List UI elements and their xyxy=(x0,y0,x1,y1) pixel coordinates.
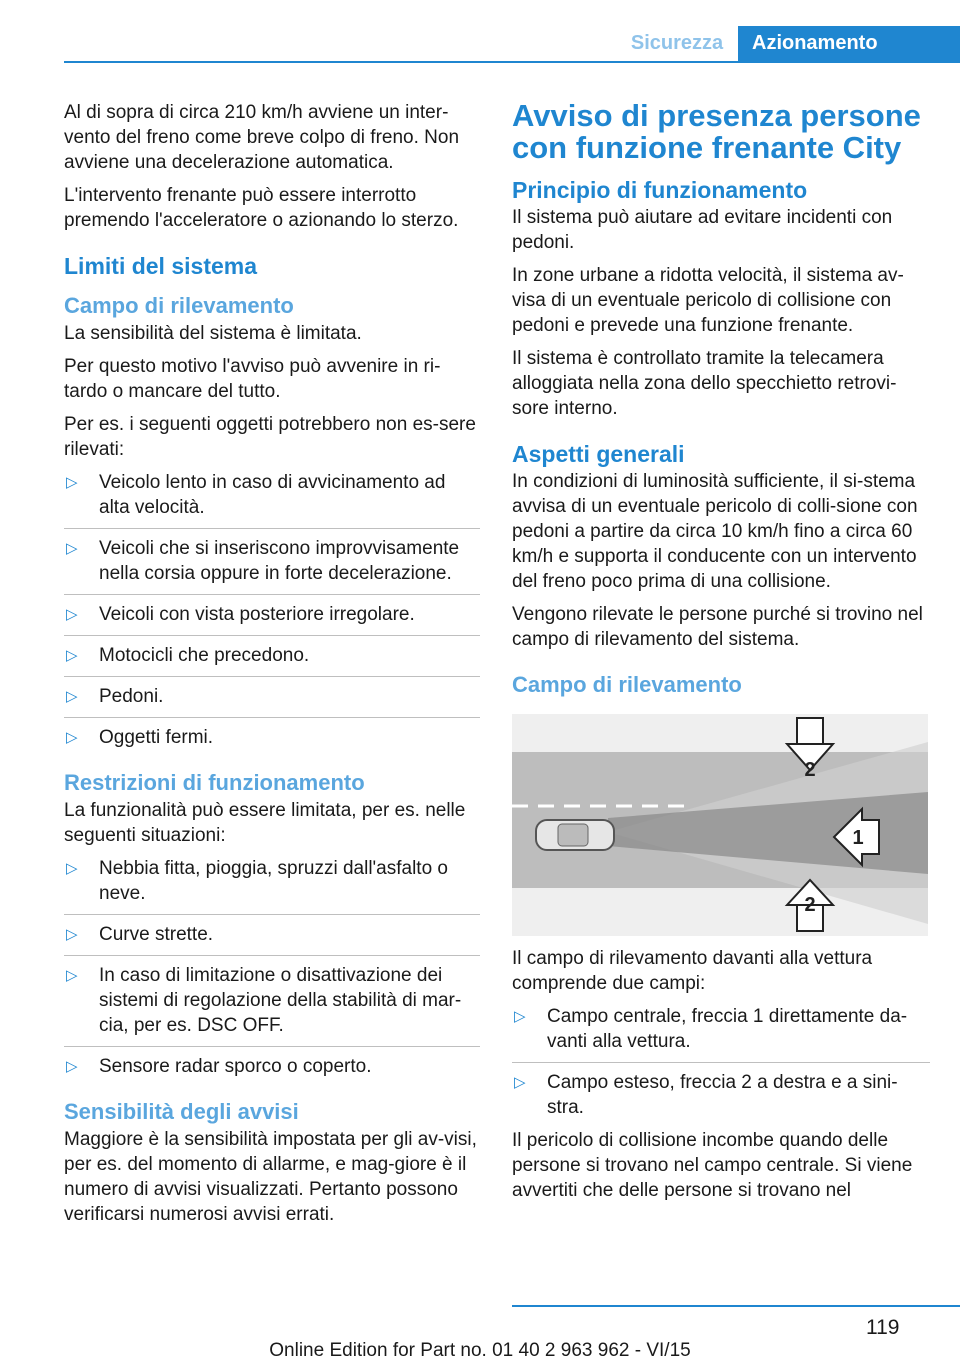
list-item-text: Veicoli con vista posteriore irregolare. xyxy=(99,604,415,625)
section-title: Avviso di presenza persone con funzione frenante City xyxy=(512,98,921,165)
triangle-bullet-icon: ▷ xyxy=(66,729,78,746)
list-item xyxy=(512,1062,930,1120)
car-roof xyxy=(558,824,588,846)
list-item-text: Oggetti fermi. xyxy=(99,727,214,748)
list-item xyxy=(64,528,480,586)
list-item xyxy=(64,635,480,668)
paragraph: Per questo motivo l'avviso può avvenire in ri‐tardo o mancare del tutto. xyxy=(64,356,441,402)
triangle-bullet-icon: ▷ xyxy=(66,474,78,491)
left-column xyxy=(64,100,480,1235)
paragraph: Per es. i seguenti oggetti potrebbero non es‐sere rilevati: xyxy=(64,414,476,460)
heading-aspetti-generali: Aspetti generali xyxy=(512,441,685,467)
paragraph: Vengono rilevate le persone purché si trovino nel campo di rilevamento del sistema. xyxy=(512,604,923,650)
paragraph: In condizioni di luminosità sufficiente, il si‐stema avvisa di un eventuale pericolo di colli‐sione con pedoni a partire da circa 10 km/h fino a circa 60 km/h e supporta il conducente con un intervento del freno poco prima di una collisione. xyxy=(512,471,918,592)
paragraph: Al di sopra di circa 210 km/h avviene un inter‐vento del freno come breve colpo di freno. Non avviene una decelerazione automatica. xyxy=(64,102,460,173)
paragraph: Il campo di rilevamento davanti alla vettura comprende due campi: xyxy=(512,948,873,994)
triangle-bullet-icon: ▷ xyxy=(66,926,78,943)
triangle-bullet-icon: ▷ xyxy=(66,1058,78,1075)
detection-range-illustration xyxy=(512,714,928,936)
heading-campo-di-rilevamento-right: Campo di rilevamento xyxy=(512,672,742,697)
triangle-bullet-icon: ▷ xyxy=(66,606,78,623)
arrow-label-center: 1 xyxy=(852,827,864,849)
arrow-label-bottom: 2 xyxy=(804,894,816,916)
list-item-text: Pedoni. xyxy=(99,686,164,707)
heading-restrizioni-di-funzionamento: Restrizioni di funzionamento xyxy=(64,770,365,795)
paragraph: La funzionalità può essere limitata, per es. nelle seguenti situazioni: xyxy=(64,800,466,846)
list-restrizioni xyxy=(64,856,480,1079)
paragraph: L'intervento frenante può essere interrotto premendo l'acceleratore o azionando lo sterzo. xyxy=(64,185,459,231)
arrow-label-top: 2 xyxy=(804,759,816,781)
list-item xyxy=(64,717,480,750)
heading-campo-di-rilevamento: Campo di rilevamento xyxy=(64,293,294,318)
list-item xyxy=(64,594,480,627)
list-item xyxy=(64,470,480,520)
heading-principio-di-funzionamento: Principio di funzionamento xyxy=(512,177,808,203)
list-item xyxy=(64,914,480,947)
heading-limiti-del-sistema: Limiti del sistema xyxy=(64,253,258,279)
list-item-text: Motocicli che precedono. xyxy=(99,645,310,666)
list-campo-right xyxy=(512,1004,930,1120)
footer-rule xyxy=(512,1305,960,1307)
paragraph: Il sistema è controllato tramite la telecamera alloggiata nella zona dello specchietto retrovi‐sore interno. xyxy=(512,348,897,419)
list-item-text: Veicoli che si inseriscono improvvisamente nella corsia oppure in forte decelerazione. xyxy=(99,538,460,584)
triangle-bullet-icon: ▷ xyxy=(514,1008,526,1025)
triangle-bullet-icon: ▷ xyxy=(514,1074,526,1091)
list-item-text: Curve strette. xyxy=(99,924,214,945)
list-item-text: Sensore radar sporco o coperto. xyxy=(99,1056,372,1077)
triangle-bullet-icon: ▷ xyxy=(66,688,78,705)
list-item xyxy=(64,676,480,709)
heading-sensibilita-degli-avvisi: Sensibilità degli avvisi xyxy=(64,1099,299,1124)
edition-footer: Online Edition for Part no. 01 40 2 963 962 - VI/15 xyxy=(269,1340,691,1361)
triangle-bullet-icon: ▷ xyxy=(66,967,78,984)
list-item-text: Campo esteso, freccia 2 a destra e a sini‐stra. xyxy=(547,1072,898,1118)
list-campo xyxy=(64,470,480,750)
page-number: 119 xyxy=(866,1316,900,1339)
list-item-text: Nebbia fitta, pioggia, spruzzi dall'asfalto o neve. xyxy=(99,858,448,904)
header-tab-azionamento[interactable]: Azionamento xyxy=(738,26,960,63)
header-tab-sicurezza[interactable]: Sicurezza xyxy=(630,32,724,54)
list-item xyxy=(64,955,480,1038)
list-item-text: Campo centrale, freccia 1 direttamente da‐vanti alla vettura. xyxy=(547,1006,908,1052)
list-item-text: In caso di limitazione o disattivazione dei sistemi di regolazione della stabilità di mar‐cia, per es. DSC OFF. xyxy=(99,965,462,1036)
list-item-text: Veicolo lento in caso di avvicinamento ad alta velocità. xyxy=(99,472,446,518)
list-item xyxy=(64,856,480,906)
paragraph: La sensibilità del sistema è limitata. xyxy=(64,323,362,344)
triangle-bullet-icon: ▷ xyxy=(66,540,78,557)
triangle-bullet-icon: ▷ xyxy=(66,647,78,664)
list-item xyxy=(512,1004,930,1054)
paragraph: In zone urbane a ridotta velocità, il sistema av‐visa di un eventuale pericolo di collisione con pedoni e prevede una funzione frenante. xyxy=(512,265,904,336)
right-column xyxy=(512,100,930,1211)
header-rule xyxy=(64,61,960,63)
list-item xyxy=(64,1046,480,1079)
paragraph: Il pericolo di collisione incombe quando delle persone si trovano nel campo centrale. Si viene avvertiti che delle persone si trovano nel xyxy=(512,1130,913,1201)
paragraph: Il sistema può aiutare ad evitare incidenti con pedoni. xyxy=(512,207,893,253)
detection-range-diagram xyxy=(512,714,928,936)
paragraph: Maggiore è la sensibilità impostata per gli av‐visi, per es. del momento di allarme, e mag‐giore è il numero di avvisi visualizzati. Pertanto possono verificarsi numerosi avvisi errati. xyxy=(64,1129,477,1225)
triangle-bullet-icon: ▷ xyxy=(66,860,78,877)
